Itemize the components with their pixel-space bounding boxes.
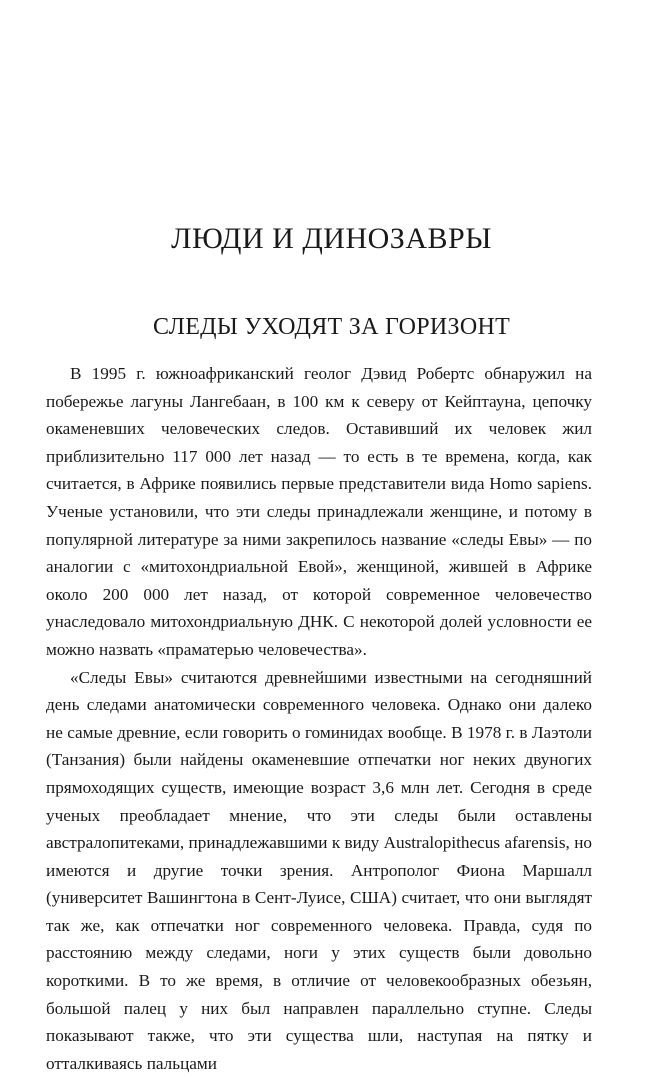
body-text: [46, 360, 592, 1077]
section-title: СЛЕДЫ УХОДЯТ ЗА ГОРИЗОНТ: [152, 314, 511, 340]
chapter-title: ЛЮДИ И ДИНОЗАВРЫ: [171, 222, 492, 255]
paragraph-2: «Следы Евы» считаются древнейшими известными на сегодняшний день следами анатомически современного человека. Однако они далеко не самые древние, если говорить о гоминидах вообще. В 1978 г. в Лаэтоли (Танзания) были найдены окаменевшие отпечатки ног неких двуногих прямоходящих существ, имеющие возраст 3,6 млн лет. Сегодня в среде ученых преобладает мнение, что эти следы были оставлены австралопитеками, принадлежавшими к виду Australopithecus afarensis, но имеются и другие точки зрения. Антрополог Фиона Маршалл (университет Вашингтона в Сент-Луисе, США) считает, что они выглядят так же, как отпечатки ног современного человека. Правда, судя по расстоянию между следами, ноги у этих существ были довольно короткими. В то же время, в отличие от человекообразных обезьян, большой палец у них был направлен параллельно ступне. Следы показывают также, что эти существа шли, наступая на пятку и отталкиваясь пальцами: [46, 667, 592, 1073]
paragraph-1: В 1995 г. южноафриканский геолог Дэвид Робертс обнаружил на побережье лагуны Лангебаан, в 100 км к северу от Кейптауна, цепочку окаменевших человеческих следов. Оставивший их человек жил приблизительно 117 000 лет назад — то есть в те времена, когда, как считается, в Африке появились первые представители вида Homo sapiens. Ученые установили, что эти следы принадлежали женщине, и потому в популярной литературе за ними закрепилось название «следы Евы» — по аналогии с «митохондриальной Евой», женщиной, жившей в Африке около 200 000 лет назад, от которой современное человечество унаследовало митохондриальную ДНК. С некоторой долей условности ее можно назвать «праматерью человечества».: [46, 364, 592, 659]
